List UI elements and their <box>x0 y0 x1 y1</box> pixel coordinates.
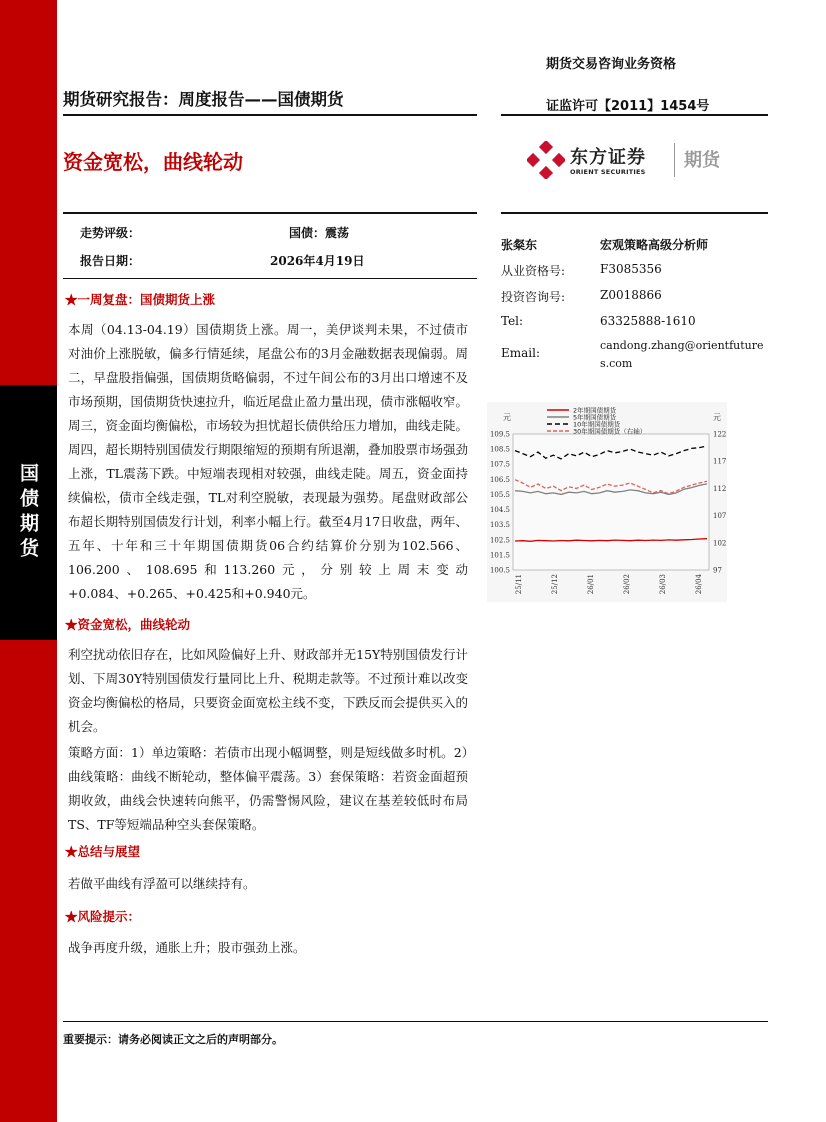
x-tick-label: 26/04 <box>695 574 703 595</box>
section-paragraph: 战争再度升级，通胀上升；股市强劲上涨。 <box>68 940 306 955</box>
legend-label: 2年期国债期货 <box>573 406 617 415</box>
analyst-info-label: 从业资格号: <box>501 264 566 278</box>
section-heading: ★风险提示： <box>65 909 141 924</box>
left-tick-label: 101.5 <box>489 551 510 560</box>
left-tick-label: 108.5 <box>489 445 510 454</box>
section-paragraph: 本周（04.13-04.19）国债期货上涨。周一，美伊谈判未果，不过债市对油价上涨脱敏，偏多行情延续，尾盘公布的3月金融数据表现偏弱。周二，早盘股指偏强，国债期货略偏弱，不过午间公布的3月出口增速不及市场预期，国债期货快速拉升，临近尾盘止盈力量出现，债市涨幅收窄。周三，资金面均衡偏松，市场较为担忧超长债供给压力增加，曲线走陡。周四，超长期特别国债发行期限缩短的预期有所退潮，叠加股票市场强劲上涨，TL震荡下跌。中短端表现相对较强，曲线走陡。周五，资金面持续偏松，债市全线走强，TL对利空脱敏，表现最为强势。尾盘财政部公布超长期特别国债发行计划，利率小幅上行。截至4月17日收盘，两年、五年、十年和三十年期国债期货06合约结算价分别为102.566、106.200、108.695和113.260元，分别较上周末变动+0.084、+0.265、+0.425和+0.940元。 <box>68 322 469 601</box>
right-axis-unit: 元 <box>713 413 721 422</box>
chart-panel <box>487 402 727 602</box>
sidebar-category-label: 国债期货 <box>17 462 39 563</box>
left-axis-unit: 元 <box>503 413 511 422</box>
trend-rating-value: 国债：震荡 <box>289 226 350 240</box>
report-date-value: 2026年4月19日 <box>270 254 365 268</box>
left-tick-label: 100.5 <box>489 566 510 575</box>
header-rule-left <box>63 114 477 116</box>
chart-svg <box>487 402 727 602</box>
meta-rule-right <box>501 212 768 214</box>
chart-legend <box>547 406 646 436</box>
analyst-info-label: 投资咨询号: <box>501 290 566 304</box>
right-tick-label: 107 <box>713 512 727 521</box>
left-tick-label: 109.5 <box>489 430 510 439</box>
legend-label: 30年期国债期货（右轴） <box>573 427 647 436</box>
right-tick-label: 112 <box>713 484 727 493</box>
left-tick-label: 105.5 <box>489 490 510 499</box>
analyst-name: 张粲东 <box>501 238 538 252</box>
left-tick-label: 103.5 <box>489 521 510 530</box>
analyst-info-value: F3085356 <box>600 262 662 276</box>
right-tick-label: 122 <box>713 430 727 439</box>
legend-label: 10年期国债期货 <box>573 420 621 429</box>
header-rule-right <box>501 114 768 116</box>
section-paragraph: 若做平曲线有浮盈可以继续持有。 <box>68 876 256 891</box>
analyst-info-value: Z0018866 <box>600 288 662 302</box>
x-tick-label: 26/01 <box>587 574 595 595</box>
meta-rule-left <box>63 212 477 214</box>
right-tick-label: 97 <box>713 566 722 575</box>
x-tick-label: 25/11 <box>515 574 523 595</box>
analyst-info-label: Tel: <box>501 314 524 328</box>
plot-area <box>513 434 709 570</box>
sidebar-band <box>0 0 57 1122</box>
logo-name-cn: 东方证券 <box>570 147 646 168</box>
left-axis-ticks <box>490 431 510 575</box>
logo-name-en: ORIENT SECURITIES <box>570 168 646 176</box>
headline: 资金宽松，曲线轮动 <box>63 150 243 174</box>
footer-rule <box>63 1021 768 1022</box>
section-heading: ★资金宽松，曲线轮动 <box>65 617 191 632</box>
legend-label: 5年期国债期货 <box>573 413 617 422</box>
footer-note: 重要提示：请务必阅读正文之后的声明部分。 <box>63 1033 283 1046</box>
logo-divider <box>674 143 675 177</box>
sidebar-category-tab <box>0 385 57 640</box>
x-tick-label: 26/02 <box>623 574 631 595</box>
left-tick-label: 106.5 <box>489 475 510 484</box>
qualification-text: 期货交易咨询业务资格 <box>546 57 677 72</box>
x-axis-ticks <box>515 573 703 594</box>
trend-rating-label: 走势评级： <box>80 226 141 240</box>
logo-mark-icon <box>527 141 565 179</box>
section-heading: ★总结与展望 <box>65 844 141 859</box>
x-tick-label: 25/12 <box>551 574 559 595</box>
right-axis-ticks <box>713 431 726 575</box>
analyst-info-label: Email: <box>501 346 541 360</box>
left-tick-label: 107.5 <box>489 460 510 469</box>
section-paragraph: 利空扰动依旧存在，比如风险偏好上升、财政部并无15Y特别国债发行计划、下周30Y特别国债发行量同比上升、税期走款等。不过预计难以改变资金均衡偏松的格局，只要资金面宽松主线不变，下跌反而会提供买入的机会。 <box>68 647 469 734</box>
left-tick-label: 104.5 <box>489 506 510 515</box>
x-tick-label: 26/03 <box>659 574 667 595</box>
right-tick-label: 102 <box>713 539 727 548</box>
analyst-info-value: 63325888-1610 <box>600 314 696 328</box>
analyst-email[interactable]: candong.zhang@orientfutures.com <box>600 339 764 370</box>
right-tick-label: 117 <box>713 457 727 466</box>
section-heading: ★一周复盘：国债期货上涨 <box>65 292 216 307</box>
meta-rule-bottom <box>63 278 477 279</box>
section-paragraph: 策略方面：1）单边策略：若债市出现小幅调整，则是短线做多时机。2）曲线策略：曲线不断轮动，整体偏平震荡。3）套保策略：若资金面超预期收敛，曲线会快速转向熊平，仍需警惕风险，建议在基差较低时布局TS、TF等短端品种空头套保策略。 <box>68 745 468 832</box>
left-tick-label: 102.5 <box>489 536 510 545</box>
logo-suffix: 期货 <box>684 150 720 171</box>
report-title: 期货研究报告：周度报告——国债期货 <box>63 90 344 109</box>
analyst-title: 宏观策略高级分析师 <box>600 238 709 252</box>
license-text: 证监许可【2011】1454号 <box>546 99 710 114</box>
company-logo <box>527 141 737 181</box>
report-date-label: 报告日期： <box>80 254 141 268</box>
